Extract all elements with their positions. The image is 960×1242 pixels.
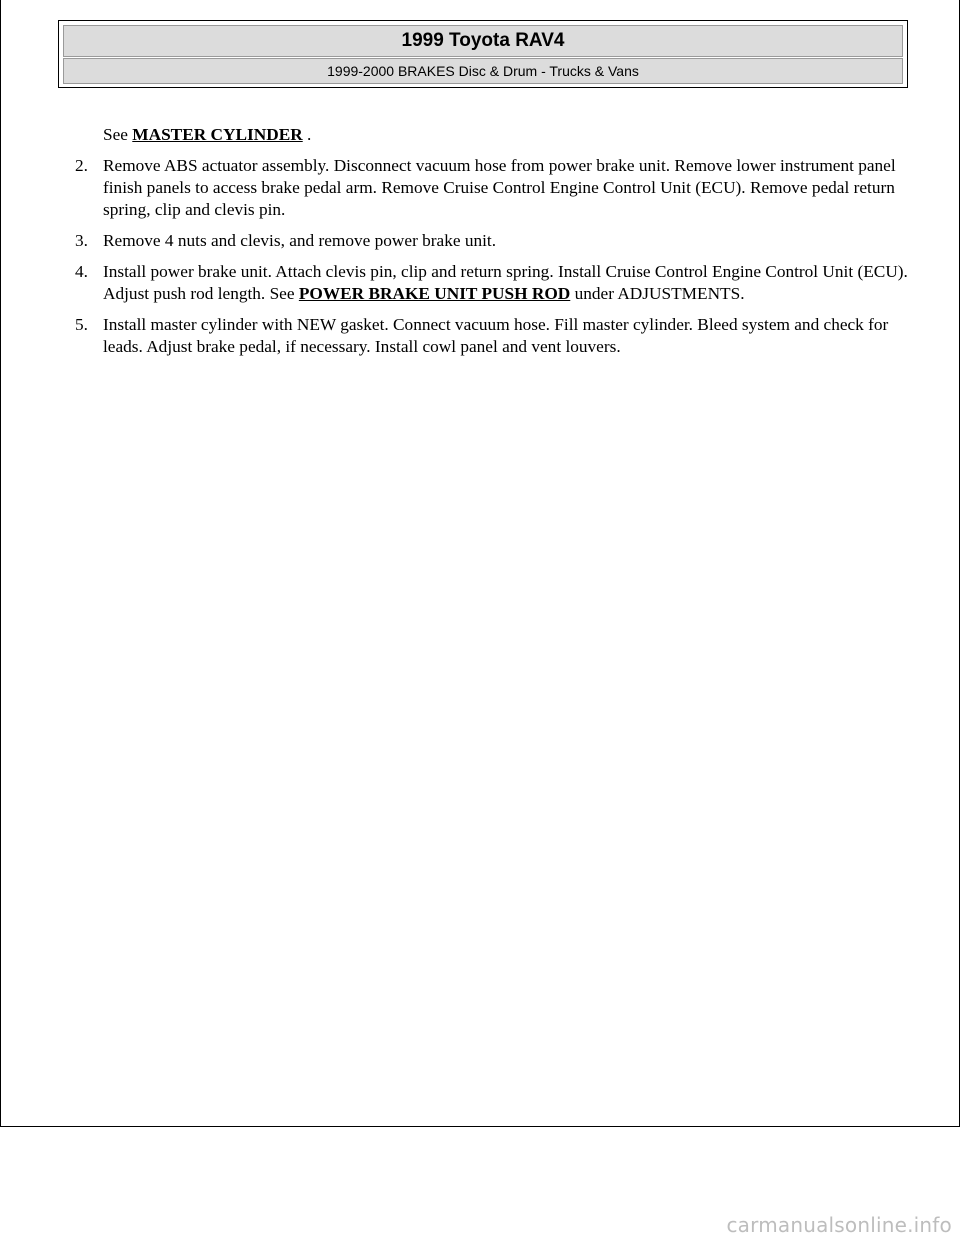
power-brake-unit-push-rod-link[interactable]: POWER BRAKE UNIT PUSH ROD — [298, 284, 571, 303]
step-text: Remove ABS actuator assembly. Disconnect vacuum hose from power brake unit. Remove lower instrument panel finish panels to access brake pedal arm. Remove Cruise Control Engine Control Unit (ECU). Remove pedal return spring, clip and clevis pin. — [103, 156, 896, 219]
see-prefix: See — [103, 125, 128, 144]
step-3 — [70, 230, 920, 252]
step-number: 2. — [75, 156, 88, 175]
procedure-content — [70, 124, 920, 367]
see-suffix: . — [307, 125, 312, 144]
vehicle-title: 1999 Toyota RAV4 — [63, 25, 903, 57]
step-number: 5. — [75, 315, 88, 334]
section-subtitle: 1999-2000 BRAKES Disc & Drum - Trucks & Vans — [63, 58, 903, 84]
step-number: 4. — [75, 262, 88, 281]
step-text-before: Install power brake unit. Attach clevis pin, clip and return spring. Install Cruise Control Engine Control Unit (ECU). Adjust push rod length. See — [103, 262, 908, 303]
step-4 — [70, 261, 920, 305]
master-cylinder-link[interactable]: MASTER CYLINDER — [132, 125, 303, 144]
step-text-after: under ADJUSTMENTS. — [574, 284, 745, 303]
step-5 — [70, 314, 920, 358]
step-text — [103, 261, 920, 305]
step-2 — [70, 155, 920, 221]
step-text: Remove 4 nuts and clevis, and remove power brake unit. — [103, 231, 497, 250]
document-header — [58, 20, 908, 88]
step-number: 3. — [75, 231, 88, 250]
step-text: Install master cylinder with NEW gasket. Connect vacuum hose. Fill master cylinder. Bleed system and check for leads. Adjust brake pedal, if necessary. Install cowl panel and vent louvers. — [103, 315, 889, 356]
see-reference-line — [103, 124, 920, 146]
watermark: carmanualsonline.info — [726, 1213, 952, 1237]
